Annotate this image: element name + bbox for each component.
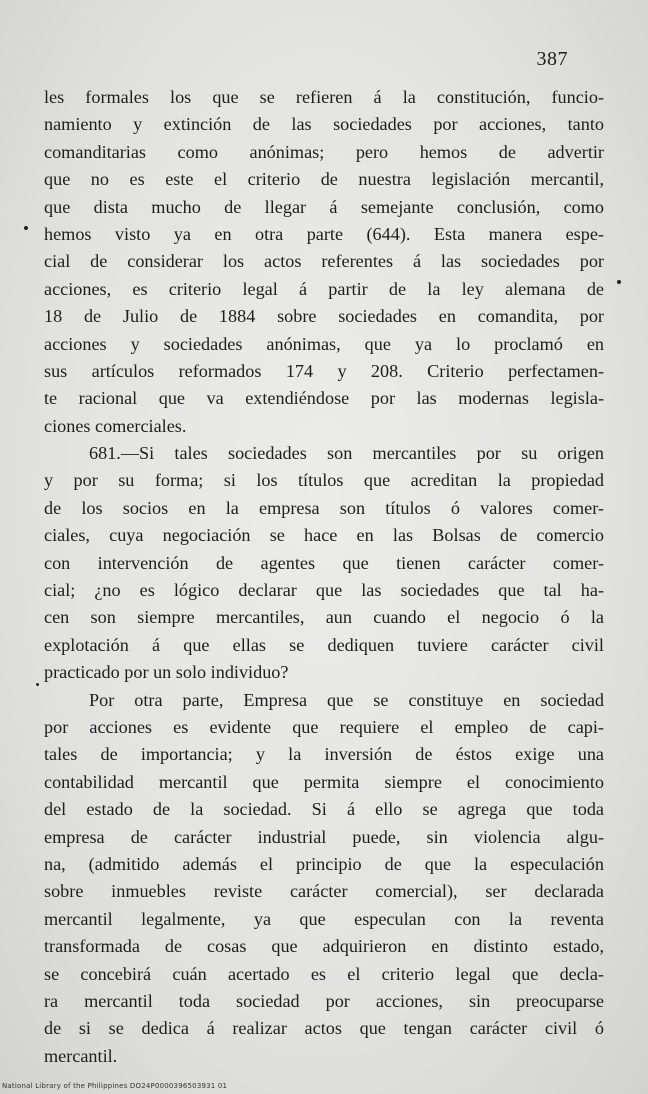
paragraph-681 [44,440,604,687]
paragraph-3 [44,687,604,1070]
text-line: sus artículos reformados 174 y 208. Criterio perfectamen- [44,360,604,381]
text-line: cial; ¿no es lógico declarar que las sociedades que tal ha- [44,580,604,601]
text-line: que no es este el criterio de nuestra legislación mercantil, [44,169,604,190]
library-footer: National Library of the Philippines DO24P0000396503931 01 [2,1082,228,1090]
text-line: te racional que va extendiéndose por las modernas legisla- [44,388,604,409]
text-line: del estado de la sociedad. Si á ello se agrega que toda [44,799,604,820]
text-line: comanditarias como anónimas; pero hemos de advertir [44,141,604,162]
text-line: empresa de carácter industrial puede, sin violencia algu- [44,826,604,847]
text-line: transformada de cosas que adquirieron en distinto estado, [44,936,604,957]
text-line: se concebirá cuán acertado es el criterio legal que decla- [44,963,604,984]
text-line: mercantil. [44,1045,118,1066]
text-line: na, (admitido además el principio de que la especulación [44,853,604,874]
text-line: sobre inmuebles reviste carácter comercial), ser declarada [44,881,604,902]
text-line: namiento y extinción de las sociedades por acciones, tanto [44,114,604,135]
text-line: mercantil legalmente, ya que especulan con la reventa [44,908,604,929]
text-line: 18 de Julio de 1884 sobre sociedades en comandita, por [44,306,604,327]
body-text [44,84,604,1070]
text-line: contabilidad mercantil que permita siempre el conocimiento [44,771,604,792]
scan-speck [24,226,28,230]
scan-speck [36,683,39,686]
text-line: explotación á que ellas se dediquen tuviere carácter civil [44,634,604,655]
scan-speck [617,280,621,284]
text-line: ciones comerciales. [44,415,187,436]
text-line: y por su forma; si los títulos que acreditan la propiedad [44,470,604,491]
text-line: Por otra parte, Empresa que se constituye en sociedad [89,689,604,710]
text-line: cial de considerar los actos referentes á las sociedades por [44,251,604,272]
text-line: ciales, cuya negociación se hace en las Bolsas de comercio [44,525,604,546]
text-line: acciones y sociedades anónimas, que ya lo proclamó en [44,333,604,354]
text-line: ra mercantil toda sociedad por acciones, sin preocuparse [44,990,604,1011]
text-line: practicado por un solo individuo? [44,662,289,683]
text-line: 681.—Si tales sociedades son mercantiles por su origen [89,443,604,464]
text-line: por acciones es evidente que requiere el empleo de capi- [44,716,604,737]
text-line: les formales los que se refieren á la constitución, funcio- [44,87,604,107]
text-line: con intervención de agentes que tienen carácter comer- [44,552,604,573]
paragraph-1 [44,84,604,440]
text-line: de los socios en la empresa son títulos ó valores comer- [44,497,604,518]
text-line: acciones, es criterio legal á partir de la ley alemana de [44,278,604,299]
page-number: 387 [536,48,568,70]
text-line: tales de importancia; y la inversión de éstos exige una [44,744,604,765]
text-line: cen son siempre mercantiles, aun cuando el negocio ó la [44,607,604,628]
text-line: que dista mucho de llegar á semejante conclusión, como [44,196,604,217]
text-line: hemos visto ya en otra parte (644). Esta manera espe- [44,223,604,244]
text-line: de si se dedica á realizar actos que tengan carácter civil ó [44,1018,604,1039]
